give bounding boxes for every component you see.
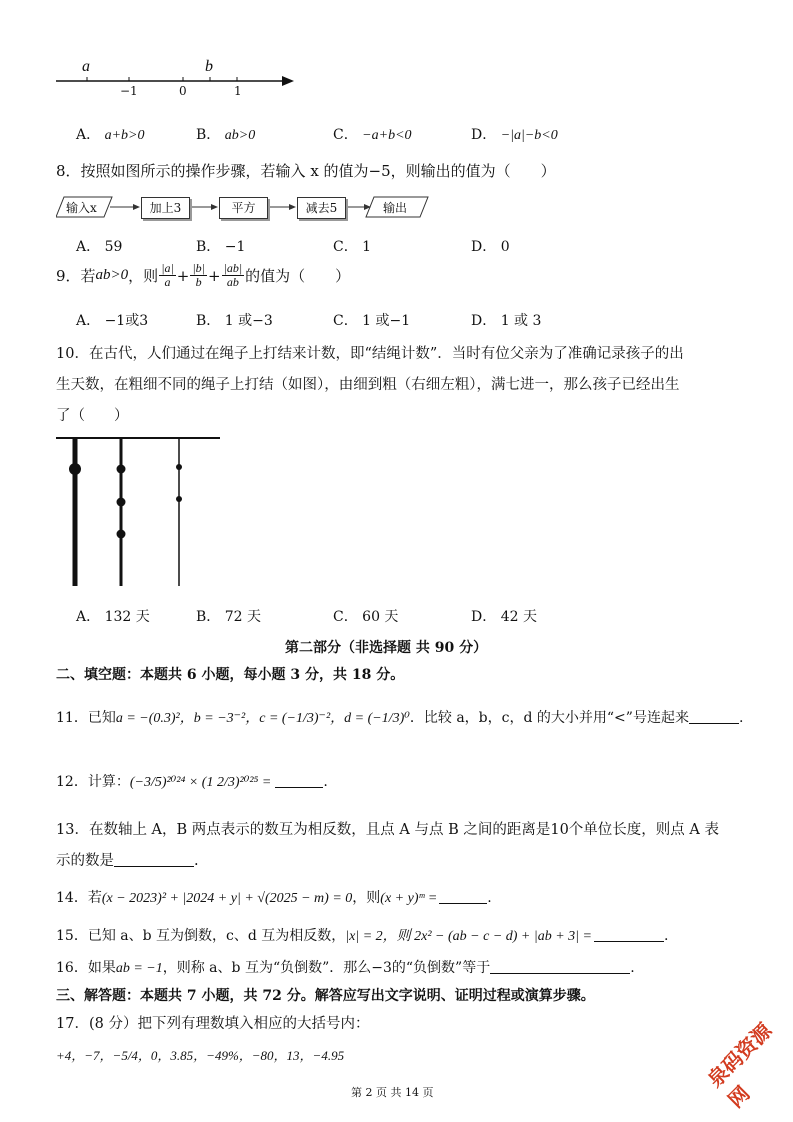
q8-stem: 8．按照如图所示的操作步骤，若输入 x 的值为−5，则输出的值为（ ） <box>56 162 556 180</box>
q15: 15．已知 a、b 互为倒数，c、d 互为相反数，|x| = 2，则 2x² − (ab − c − d) + |ab + 3| = . <box>56 928 669 944</box>
q13-answer-blank[interactable] <box>114 852 194 867</box>
q7-option-d[interactable]: D． −|a|−b<0 <box>471 127 558 143</box>
q16-answer-blank[interactable] <box>490 959 630 974</box>
section3-header: 三、解答题：本题共 7 小题，共 72 分。解答应写出文字说明、证明过程或演算步骤。 <box>56 988 595 1004</box>
q8-option-a[interactable]: A． 59 <box>76 239 123 255</box>
q12: 12．计算：(−3/5)²⁰²⁴ × (1 2/3)²⁰²⁵ = . <box>56 774 328 790</box>
q14-answer-blank[interactable] <box>439 889 487 904</box>
q8-option-c[interactable]: C． 1 <box>333 239 372 255</box>
tick-label-1: 1 <box>234 84 242 98</box>
q7-option-c[interactable]: C． −a+b<0 <box>333 127 412 143</box>
watermark-stamp: 泉码资源网 <box>702 1018 777 1113</box>
page-footer: 第 2 页 共 14 页 <box>351 1086 434 1099</box>
tick-label-minus1: −1 <box>120 84 138 98</box>
q9-option-d[interactable]: D． 1 或 3 <box>471 313 542 329</box>
q10-option-d[interactable]: D． 42 天 <box>471 609 537 625</box>
q12-answer-blank[interactable] <box>275 773 323 788</box>
q9-frac-b: $\frac{|b|}{b}$ <box>192 261 205 289</box>
q10-option-a[interactable]: A． 132 天 <box>76 609 150 625</box>
q13-line2: 示的数是 . <box>56 853 199 869</box>
q17-stem: 17．(8 分）把下列有理数填入相应的大括号内： <box>56 1016 370 1032</box>
q9-stem: 9．若 ab>0 ，则 $\frac{|a|}{a}$ + $\frac{|b|}{b}$ + $\frac{|ab|}{ab}$ 的值为（ ） <box>56 261 351 289</box>
q10-option-c[interactable]: C． 60 天 <box>333 609 399 625</box>
label-b: b <box>205 58 213 75</box>
tick-label-0: 0 <box>179 84 187 98</box>
q17-number-list: +4，−7，−5/4，0，3.85，−49%，−80，13，−4.95 <box>56 1048 345 1063</box>
q9-option-a[interactable]: A． −1或3 <box>76 313 149 329</box>
q8-option-b[interactable]: B． −1 <box>196 239 246 255</box>
q7-option-b[interactable]: B． ab>0 <box>196 127 256 143</box>
part2-title: 第二部分（非选择题 共 90 分） <box>285 640 488 656</box>
q9-frac-a: $\frac{|a|}{a}$ <box>161 261 174 289</box>
q11-answer-blank[interactable] <box>689 709 739 724</box>
q10-line3: 了（ ） <box>56 408 129 424</box>
q8-option-d[interactable]: D． 0 <box>471 239 510 255</box>
section2-header: 二、填空题：本题共 6 小题，每小题 3 分，共 18 分。 <box>56 667 405 683</box>
label-a: a <box>82 58 90 75</box>
q13-line1: 13．在数轴上 A，B 两点表示的数互为相反数，且点 A 与点 B 之间的距离是10个单位长度，则点 A 表 <box>56 822 719 838</box>
q16: 16．如果ab = −1，则称 a、b 互为“负倒数”．那么−3的“负倒数”等于 . <box>56 960 635 976</box>
q10-option-b[interactable]: B． 72 天 <box>196 609 262 625</box>
q10-line1: 10．在古代，人们通过在绳子上打结来计数，即“结绳计数”．当时有位父亲为了准确记录孩子的出 <box>56 346 684 362</box>
flow-output: 输出 <box>383 201 408 215</box>
q14: 14．若(x − 2023)² + |2024 + y| + √(2025 − m) = 0，则(x + y)ᵐ = . <box>56 890 492 906</box>
q15-answer-blank[interactable] <box>594 927 664 942</box>
flow-step-add3: 加上3 <box>141 197 190 219</box>
flow-input: 输入x <box>66 201 97 215</box>
q11: 11．已知a = −(0.3)²，b = −3⁻²，c = (−1/3)⁻²，d = (−1/3)⁰．比较 a，b，c，d 的大小并用“<”号连起来 . <box>56 710 744 726</box>
q9-option-b[interactable]: B． 1 或−3 <box>196 313 273 329</box>
q10-line2: 生天数，在粗细不同的绳子上打结（如图），由细到粗（右细左粗），满七进一，那么孩子已经出生 <box>56 377 680 393</box>
q7-option-a[interactable]: A． a+b>0 <box>76 127 145 143</box>
q9-option-c[interactable]: C． 1 或−1 <box>333 313 411 329</box>
flow-step-subtract5: 减去5 <box>297 197 346 219</box>
flow-step-square: 平方 <box>219 197 268 219</box>
knot-rope-figure <box>56 436 222 591</box>
q9-frac-ab: $\frac{|ab|}{ab}$ <box>223 261 243 289</box>
